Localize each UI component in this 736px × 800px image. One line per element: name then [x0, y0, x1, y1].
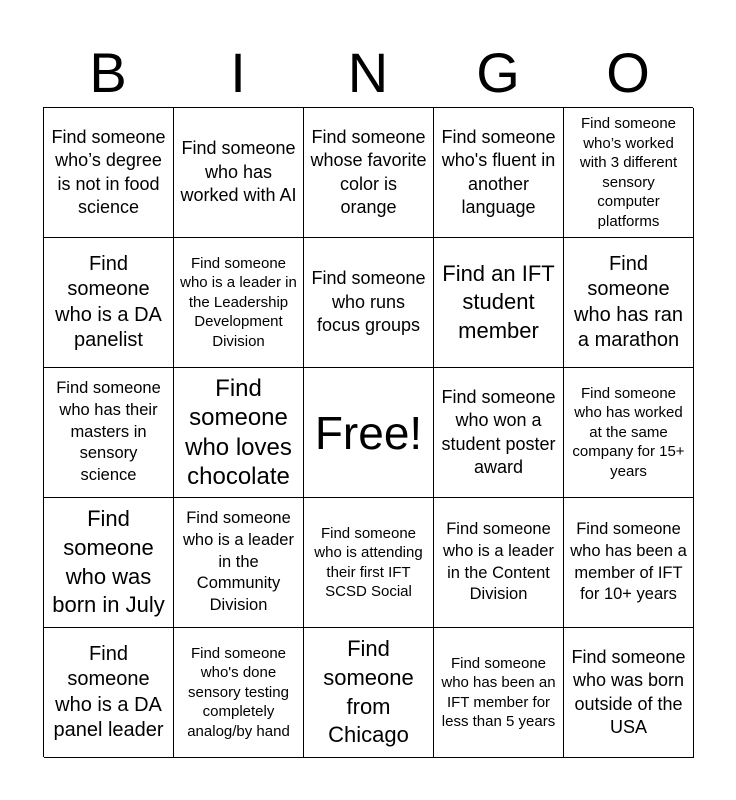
- bingo-cell-r4c5[interactable]: Find someone who has been a member of IFT for 10+ years: [564, 498, 694, 628]
- bingo-cell-r5c2[interactable]: Find someone who's done sensory testing completely analog/by hand: [174, 628, 304, 758]
- bingo-cell-r4c3[interactable]: Find someone who is attending their first IFT SCSD Social: [304, 498, 434, 628]
- bingo-cell-r1c2[interactable]: Find someone who has worked with AI: [174, 108, 304, 238]
- header-letter-n: N: [347, 41, 389, 104]
- header-letter-o: O: [606, 41, 650, 104]
- header-letter-g: G: [476, 41, 520, 104]
- header-letter-i: I: [230, 41, 246, 104]
- bingo-cell-r4c4[interactable]: Find someone who is a leader in the Content Division: [434, 498, 564, 628]
- bingo-board: [43, 107, 693, 757]
- bingo-cell-r3c1[interactable]: Find someone who has their masters in sensory science: [44, 368, 174, 498]
- header-letter-b: B: [89, 41, 127, 104]
- bingo-header: [43, 40, 693, 106]
- bingo-cell-r5c1[interactable]: Find someone who is a DA panel leader: [44, 628, 174, 758]
- bingo-cell-r2c2[interactable]: Find someone who is a leader in the Leadership Development Division: [174, 238, 304, 368]
- bingo-cell-r1c1[interactable]: Find someone who’s degree is not in food science: [44, 108, 174, 238]
- bingo-cell-r3c4[interactable]: Find someone who won a student poster award: [434, 368, 564, 498]
- bingo-cell-r2c5[interactable]: Find someone who has ran a marathon: [564, 238, 694, 368]
- bingo-cell-r4c2[interactable]: Find someone who is a leader in the Community Division: [174, 498, 304, 628]
- bingo-cell-r5c4[interactable]: Find someone who has been an IFT member for less than 5 years: [434, 628, 564, 758]
- bingo-cell-r3c5[interactable]: Find someone who has worked at the same company for 15+ years: [564, 368, 694, 498]
- bingo-cell-r5c5[interactable]: Find someone who was born outside of the USA: [564, 628, 694, 758]
- bingo-cell-r1c5[interactable]: Find someone who’s worked with 3 different sensory computer platforms: [564, 108, 694, 238]
- bingo-cell-r2c4[interactable]: Find an IFT student member: [434, 238, 564, 368]
- bingo-cell-r2c1[interactable]: Find someone who is a DA panelist: [44, 238, 174, 368]
- bingo-cell-r4c1[interactable]: Find someone who was born in July: [44, 498, 174, 628]
- free-space[interactable]: Free!: [304, 368, 434, 498]
- bingo-cell-r1c3[interactable]: Find someone whose favorite color is orange: [304, 108, 434, 238]
- bingo-cell-r2c3[interactable]: Find someone who runs focus groups: [304, 238, 434, 368]
- bingo-cell-r3c2[interactable]: Find someone who loves chocolate: [174, 368, 304, 498]
- bingo-cell-r1c4[interactable]: Find someone who's fluent in another language: [434, 108, 564, 238]
- bingo-cell-r5c3[interactable]: Find someone from Chicago: [304, 628, 434, 758]
